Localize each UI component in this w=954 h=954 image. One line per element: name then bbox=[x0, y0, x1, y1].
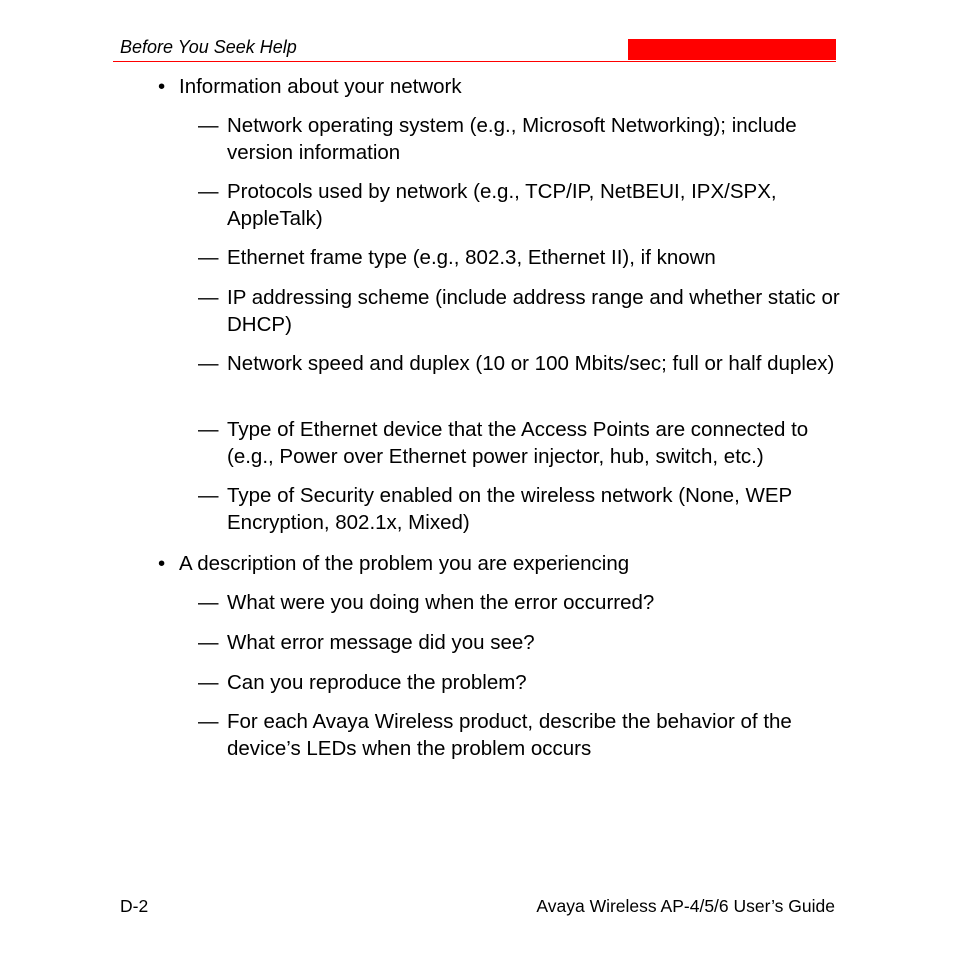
sub-item bbox=[198, 285, 847, 338]
sub-item bbox=[198, 245, 847, 272]
footer-page-number: D-2 bbox=[120, 896, 149, 916]
sub-item-text: Network operating system (e.g., Microsoft Networking); include version information bbox=[227, 114, 797, 164]
sub-item-text: IP addressing scheme (include address range and whether static or DHCP) bbox=[227, 286, 840, 336]
bullet-heading: Information about your network bbox=[179, 75, 462, 98]
em-dash: — bbox=[198, 180, 219, 203]
sub-item bbox=[198, 709, 847, 762]
bullet-dot: • bbox=[158, 552, 166, 575]
em-dash: — bbox=[198, 418, 219, 441]
sub-item bbox=[198, 417, 847, 470]
sub-item-text: Type of Ethernet device that the Access Points are connected to (e.g., Power over Ethernet power injector, hub, switch, etc.) bbox=[227, 418, 809, 468]
em-dash: — bbox=[198, 591, 219, 614]
em-dash: — bbox=[198, 710, 219, 733]
sub-item-text: What error message did you see? bbox=[227, 631, 535, 654]
sub-item bbox=[198, 483, 847, 536]
sub-item bbox=[198, 113, 847, 166]
em-dash: — bbox=[198, 671, 219, 694]
bullet-dot: • bbox=[158, 75, 166, 98]
sub-item bbox=[198, 351, 847, 378]
header-rule bbox=[113, 61, 836, 62]
em-dash: — bbox=[198, 352, 219, 375]
em-dash: — bbox=[198, 246, 219, 269]
sub-item-text: Can you reproduce the problem? bbox=[227, 671, 527, 694]
sub-item-text: What were you doing when the error occurred? bbox=[227, 591, 655, 614]
sub-item bbox=[198, 590, 847, 617]
em-dash: — bbox=[198, 114, 219, 137]
sub-item bbox=[198, 630, 847, 657]
em-dash: — bbox=[198, 631, 219, 654]
sub-item bbox=[198, 179, 847, 232]
sub-item-text: Type of Security enabled on the wireless network (None, WEP Encryption, 802.1x, Mixed) bbox=[227, 484, 792, 534]
em-dash: — bbox=[198, 484, 219, 507]
header-accent-bar bbox=[628, 39, 836, 60]
sub-item-text: Network speed and duplex (10 or 100 Mbits/sec; full or half duplex) bbox=[227, 352, 835, 375]
sub-item-text: For each Avaya Wireless product, describe the behavior of the device’s LEDs when the problem occurs bbox=[227, 710, 792, 760]
bullet-heading: A description of the problem you are experiencing bbox=[179, 552, 630, 575]
sub-item-text: Ethernet frame type (e.g., 802.3, Ethernet II), if known bbox=[227, 246, 716, 269]
sub-item-text: Protocols used by network (e.g., TCP/IP, NetBEUI, IPX/SPX, AppleTalk) bbox=[227, 180, 777, 230]
running-header-title: Before You Seek Help bbox=[120, 37, 297, 57]
sub-item bbox=[198, 670, 847, 697]
bullet-problem-description bbox=[158, 551, 629, 577]
bullet-network-info bbox=[158, 74, 462, 100]
footer-guide-title: Avaya Wireless AP-4/5/6 User’s Guide bbox=[536, 896, 835, 916]
em-dash: — bbox=[198, 286, 219, 309]
